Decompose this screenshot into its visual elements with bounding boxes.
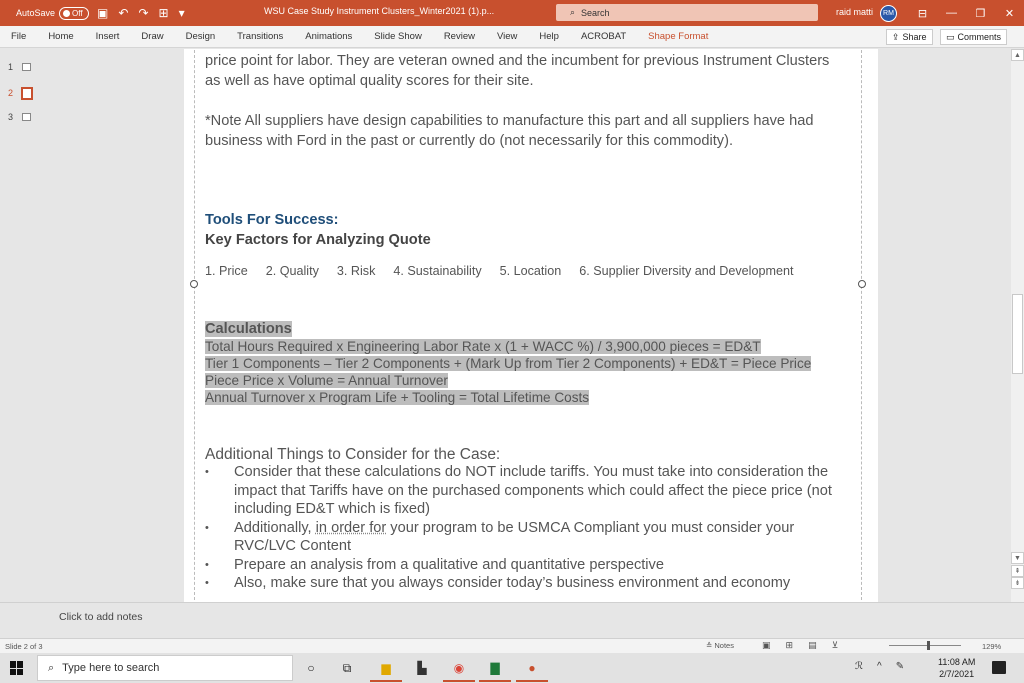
- bullet-text: RVC/LVC Content: [234, 538, 352, 554]
- restore-icon[interactable]: ❐: [975, 7, 986, 20]
- windows-start-icon[interactable]: [10, 661, 24, 675]
- factor-price: 1. Price: [205, 264, 248, 278]
- excel-icon[interactable]: ▇: [485, 658, 505, 678]
- tab-review[interactable]: Review: [443, 31, 475, 42]
- search-icon: ⌕: [570, 7, 576, 17]
- tools-for-success-heading: Tools For Success:: [205, 212, 339, 228]
- key-factors-list[interactable]: [205, 264, 811, 278]
- slide-number: 1: [8, 62, 14, 72]
- window-controls: [908, 0, 1024, 26]
- comments-button[interactable]: [940, 29, 1007, 45]
- scroll-down-icon[interactable]: ▼: [1011, 552, 1024, 564]
- redo-icon[interactable]: ↷: [138, 6, 149, 20]
- slide-thumbnail-2[interactable]: [8, 85, 42, 101]
- previous-slide-icon[interactable]: ⇞: [1011, 565, 1024, 577]
- bullet-text: your program to be USMCA Compliant you must consider your: [386, 519, 795, 536]
- share-label: Share: [902, 32, 927, 42]
- status-bar: [0, 638, 1024, 653]
- bullet-text: Additionally,: [234, 519, 316, 536]
- factor-sustainability: 4. Sustainability: [393, 264, 482, 278]
- notes-toggle-button[interactable]: [706, 641, 734, 650]
- tab-help[interactable]: Help: [539, 31, 559, 42]
- notification-icon[interactable]: [992, 661, 1006, 674]
- autosave-label: AutoSave: [16, 8, 56, 18]
- slide-counter: Slide 2 of 3: [5, 642, 43, 651]
- toggle-dot: [63, 10, 70, 17]
- calc-line-edt: Total Hours Required x Engineering Labor Rate x (1 + WACC %) / 3,900,000 pieces = ED&T: [205, 339, 761, 354]
- key-factors-title: Key Factors for Analyzing Quote: [205, 232, 431, 248]
- clock-date: 2/7/2021: [939, 669, 975, 679]
- close-icon[interactable]: ✕: [1004, 7, 1015, 20]
- note-paragraph[interactable]: *Note All suppliers have design capabilities to manufacture this part and all suppliers have had business with Ford in the past or currently do (not necessarily for this commodity).: [205, 113, 814, 149]
- factor-risk: 3. Risk: [336, 264, 376, 278]
- slide-sorter-icon[interactable]: ⊞: [785, 640, 794, 650]
- calc-line-piece-price: Tier 1 Components – Tier 2 Components + (Mark Up from Tier 2 Components) + ED&T = Piece Price: [205, 356, 812, 371]
- slide[interactable]: [184, 49, 878, 602]
- notes-label: Notes: [714, 641, 734, 650]
- powerpoint-icon[interactable]: ●: [522, 658, 542, 678]
- factor-location: 5. Location: [499, 264, 562, 278]
- next-slide-icon[interactable]: ⇟: [1011, 577, 1024, 589]
- present-icon[interactable]: ⊞: [158, 6, 169, 20]
- considerations-list[interactable]: [205, 463, 845, 593]
- supplier-paragraph[interactable]: price point for labor. They are veteran owned and the incumbent for previous Instrument Clusters as well as have optimal quality scores for their site.: [205, 53, 830, 89]
- scrollbar-thumb[interactable]: [1012, 294, 1023, 374]
- additional-heading[interactable]: Additional Things to Consider for the Case:: [205, 446, 501, 463]
- slide-thumbnail-1[interactable]: [8, 59, 42, 75]
- pen-icon[interactable]: ✎: [895, 661, 905, 672]
- notes-pane[interactable]: [0, 602, 1024, 638]
- calc-line-annual-turnover: Piece Price x Volume = Annual Turnover: [205, 373, 448, 388]
- autosave-toggle[interactable]: [59, 7, 89, 20]
- share-icon: ⇪: [892, 31, 900, 42]
- comments-label: Comments: [957, 32, 1002, 42]
- slide-number: 3: [8, 112, 14, 122]
- customize-dropdown-icon[interactable]: ▾: [178, 6, 185, 20]
- list-item: [205, 519, 845, 556]
- user-name[interactable]: raid matti: [836, 7, 874, 17]
- tools-heading[interactable]: [205, 210, 339, 230]
- ribbon-display-icon[interactable]: ⊟: [917, 7, 928, 20]
- list-item: • Also, make sure that you always consider today’s business environment and economy: [205, 574, 845, 593]
- tab-draw[interactable]: Draw: [141, 31, 164, 42]
- tab-file[interactable]: File: [11, 31, 27, 42]
- tab-insert[interactable]: Insert: [95, 31, 120, 42]
- clock-time: 11:08 AM: [938, 657, 976, 667]
- search-box[interactable]: [556, 4, 818, 21]
- slide-editor: [50, 49, 1011, 602]
- zoom-level[interactable]: 129%: [982, 642, 1002, 651]
- minimize-icon[interactable]: —: [946, 7, 957, 19]
- reading-view-icon[interactable]: ▤: [808, 640, 817, 650]
- slide-number: 2: [8, 88, 14, 98]
- search-placeholder: Search: [581, 7, 610, 18]
- taskbar-search[interactable]: [37, 655, 293, 681]
- list-item: • Consider that these calculations do NOT include tariffs. You must take into consideration the impact that Tariffs have on the purchased components which could affect the piece price (not including ED&T which is fixed): [205, 463, 845, 519]
- tab-shape-format[interactable]: Shape Format: [648, 31, 709, 42]
- cortana-icon[interactable]: ○: [307, 661, 315, 675]
- normal-view-icon[interactable]: ▣: [762, 640, 771, 650]
- resize-handle-left[interactable]: [190, 280, 198, 288]
- store-icon[interactable]: ▙: [417, 661, 427, 675]
- document-title: WSU Case Study Instrument Clusters_Winter2021 (1).p...: [264, 6, 495, 16]
- system-tray: [855, 661, 904, 672]
- search-icon: ⌕: [48, 661, 55, 674]
- windows-taskbar: [0, 653, 1024, 683]
- people-icon[interactable]: ℛ: [855, 661, 863, 672]
- tab-slide-show[interactable]: Slide Show: [374, 31, 422, 42]
- avatar[interactable]: RM: [880, 5, 897, 22]
- ribbon-tabs: [0, 26, 1024, 48]
- factor-supplier-diversity: 6. Supplier Diversity and Development: [579, 264, 794, 278]
- autosave-state: Off: [72, 8, 83, 18]
- quick-access-toolbar: [97, 6, 185, 20]
- calculations-title: Calculations: [205, 321, 292, 337]
- resize-handle-right[interactable]: [858, 280, 866, 288]
- tab-acrobat[interactable]: ACROBAT: [580, 31, 627, 42]
- tab-transitions[interactable]: Transitions: [237, 31, 284, 42]
- share-button[interactable]: [886, 29, 933, 45]
- tab-design[interactable]: Design: [185, 31, 216, 42]
- factor-quality: 2. Quality: [265, 264, 319, 278]
- slide-icon: [22, 113, 31, 121]
- chrome-icon[interactable]: ◉: [449, 658, 469, 678]
- tab-view[interactable]: View: [496, 31, 518, 42]
- undo-icon[interactable]: ↶: [118, 6, 129, 20]
- slideshow-icon[interactable]: ⊻: [831, 640, 839, 650]
- tab-home[interactable]: Home: [48, 31, 74, 42]
- title-bar: [0, 0, 1024, 26]
- slide-thumbnail-pane: [0, 49, 50, 602]
- vertical-scrollbar[interactable]: [1011, 49, 1024, 602]
- view-buttons: [762, 640, 838, 651]
- task-view-icon[interactable]: ⧉: [342, 660, 352, 675]
- zoom-slider[interactable]: [889, 645, 961, 646]
- save-icon[interactable]: ▣: [97, 6, 109, 20]
- list-item: • Prepare an analysis from a qualitative and quantitative perspective: [205, 556, 845, 575]
- slide-icon: [22, 63, 31, 71]
- grammar-flagged-text[interactable]: in order for: [315, 519, 387, 536]
- selected-text-box[interactable]: [194, 49, 862, 602]
- tab-animations[interactable]: Animations: [305, 31, 353, 42]
- notes-placeholder[interactable]: Click to add notes: [59, 611, 143, 623]
- taskbar-search-placeholder: Type here to search: [62, 662, 160, 674]
- notes-icon: ≙: [706, 641, 715, 650]
- chevron-up-icon[interactable]: ^: [876, 661, 882, 672]
- clock[interactable]: [938, 656, 975, 680]
- calc-line-lifetime-costs: Annual Turnover x Program Life + Tooling = Total Lifetime Costs: [205, 390, 590, 405]
- key-factors-heading[interactable]: [205, 230, 431, 250]
- zoom-slider-knob[interactable]: [927, 641, 930, 650]
- scroll-up-icon[interactable]: ▲: [1011, 49, 1024, 61]
- comment-icon: ▭: [946, 31, 955, 42]
- slide-thumbnail-3[interactable]: [8, 109, 42, 125]
- calculations-block[interactable]: [205, 321, 811, 406]
- slide-icon: [21, 87, 33, 100]
- file-explorer-icon[interactable]: ▆: [376, 658, 396, 678]
